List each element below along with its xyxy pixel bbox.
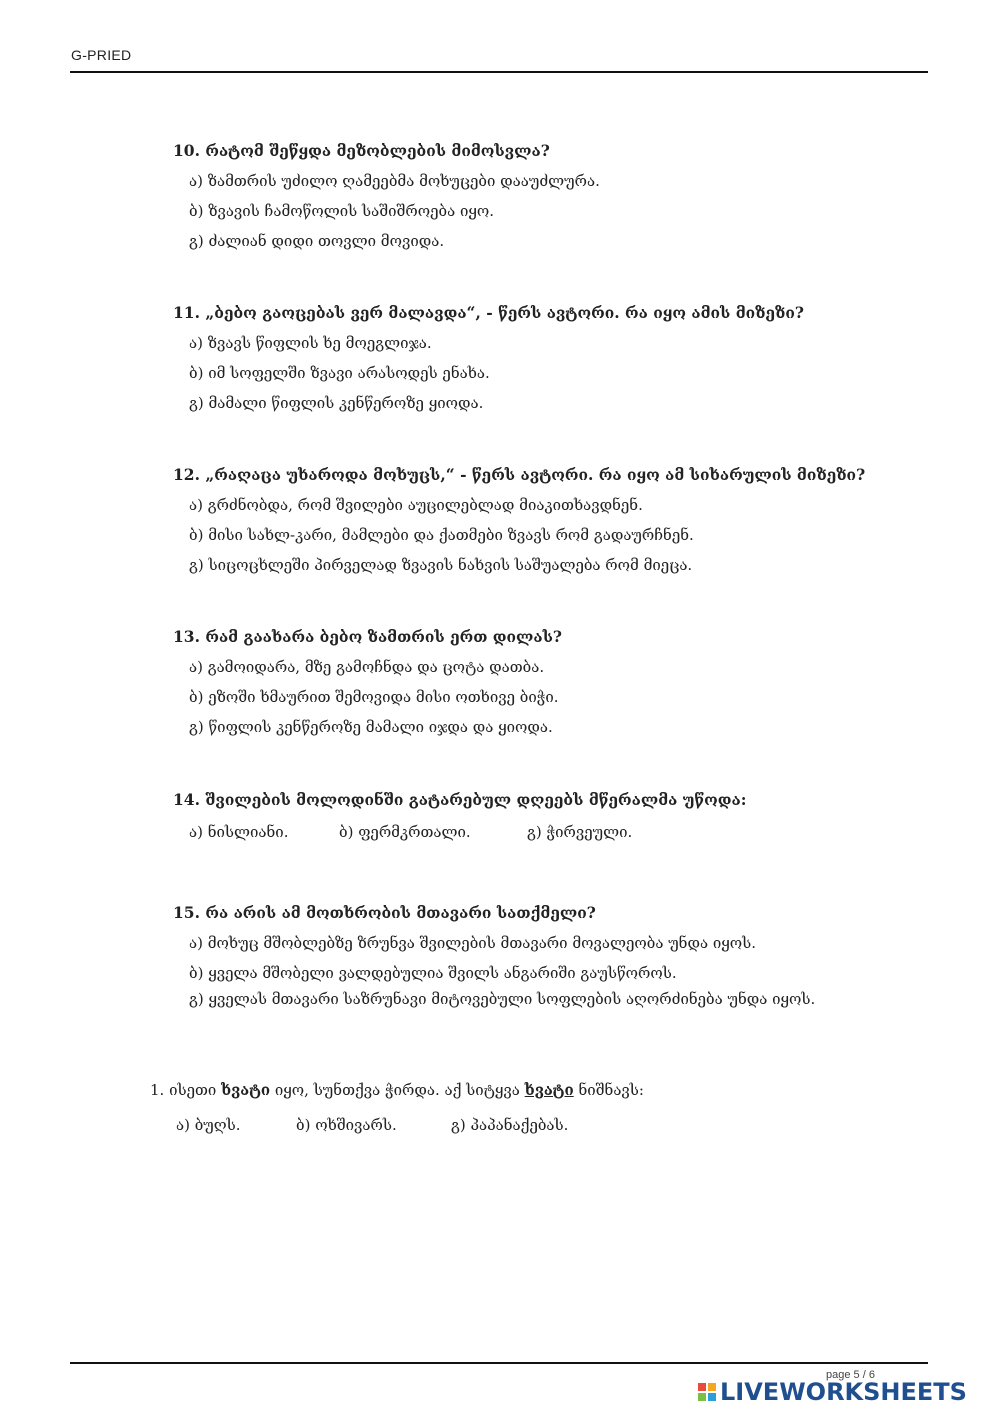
brand-square-icon — [708, 1393, 716, 1401]
vocab-middle: იყო, სუნთქვა ჭირდა. აქ სიტყვა — [270, 1081, 525, 1099]
brand-square-icon — [698, 1383, 706, 1391]
question-title: 13. რამ გაახარა ბებო ზამთრის ერთ დილას? — [173, 627, 562, 646]
option-c[interactable]: გ) ძალიან დიდი თოვლი მოვიდა. — [189, 232, 445, 250]
option-a[interactable]: ა) ზამთრის უძილო ღამეებმა მოხუცები დააუძლურა. — [189, 172, 600, 190]
option-b[interactable]: ბ) ოხშივარს. — [296, 1116, 397, 1134]
option-c[interactable]: გ) სიცოცხლეში პირველად ზვავის ნახვის საშუალება რომ მიეცა. — [189, 556, 693, 574]
question-12 — [173, 465, 873, 575]
question-title: 12. „რაღაცა უხაროდა მოხუცს,“ - წერს ავტორი. რა იყო ამ სიხარულის მიზეზი? — [173, 465, 866, 484]
option-b[interactable]: ბ) იმ სოფელში ზვავი არასოდეს ენახა. — [189, 364, 490, 382]
inline-options — [189, 823, 873, 841]
option-c[interactable]: გ) ჭირვეული. — [527, 823, 633, 841]
vocab-options — [176, 1116, 870, 1134]
liveworksheets-logo[interactable] — [698, 1378, 967, 1406]
option-a[interactable]: ა) გრძნობდა, რომ შვილები აუცილებლად მიაკითხავდნენ. — [189, 496, 643, 514]
option-a[interactable]: ა) ბუღს. — [176, 1116, 241, 1134]
vocab-sentence — [150, 1081, 870, 1099]
vocab-question — [150, 1081, 870, 1134]
brand-name: LIVEWORKSHEETS — [720, 1378, 967, 1406]
question-14 — [173, 790, 873, 841]
question-15 — [173, 903, 873, 1013]
option-b[interactable]: ბ) ფერმკრთალი. — [339, 823, 471, 841]
question-10 — [173, 141, 873, 251]
footer-rule — [70, 1362, 928, 1364]
question-title: 10. რატომ შეწყდა მეზობლების მიმოსვლა? — [173, 141, 550, 160]
option-b[interactable]: ბ) ყველა მშობელი ვალდებულია შვილს ანგარიში გაუსწოროს. — [189, 964, 677, 982]
option-a[interactable]: ა) მოხუც მშობლებზე ზრუნვა შვილების მთავარი მოვალეობა უნდა იყოს. — [189, 934, 756, 952]
brand-square-icon — [708, 1383, 716, 1391]
option-a[interactable]: ა) ზვავს წიფლის ხე მოეგლიჯა. — [189, 334, 432, 352]
question-title: 15. რა არის ამ მოთხრობის მთავარი სათქმელი? — [173, 903, 596, 922]
option-c[interactable]: გ) წიფლის კენწეროზე მამალი იჯდა და ყიოდა. — [189, 718, 553, 736]
header-rule — [70, 71, 928, 73]
question-title: 14. შვილების მოლოდინში გატარებულ დღეებს მწერალმა უწოდა: — [173, 790, 747, 809]
vocab-word: ხვატი — [221, 1081, 271, 1099]
page-number: page 5 / 6 — [826, 1369, 875, 1381]
vocab-prefix: 1. ისეთი — [150, 1081, 222, 1099]
option-c[interactable]: გ) პაპანაქებას. — [451, 1116, 569, 1134]
brand-square-icon — [698, 1393, 706, 1401]
question-13 — [173, 627, 873, 737]
document-header: G-PRIED — [71, 47, 132, 63]
option-a[interactable]: ა) ნისლიანი. — [189, 823, 289, 841]
brand-squares-icon — [698, 1383, 716, 1401]
question-title: 11. „ბებო გაოცებას ვერ მალავდა“, - წერს ავტორი. რა იყო ამის მიზეზი? — [173, 303, 804, 322]
vocab-suffix: ნიშნავს: — [573, 1081, 644, 1099]
option-c[interactable]: გ) ყველას მთავარი საზრუნავი მიტოვებული სოფლების აღორძინება უნდა იყოს. — [189, 990, 816, 1008]
option-b[interactable]: ბ) მისი სახლ-კარი, მამლები და ქათმები ზვავს რომ გადაურჩნენ. — [189, 526, 694, 544]
option-a[interactable]: ა) გამოიდარა, მზე გამოჩნდა და ცოტა დათბა. — [189, 658, 545, 676]
vocab-word-underlined: ხვატი — [524, 1081, 574, 1099]
question-11 — [173, 303, 873, 413]
option-b[interactable]: ბ) ეზოში ხმაურით შემოვიდა მისი ოთხივე ბიჭი. — [189, 688, 559, 706]
option-b[interactable]: ბ) ზვავის ჩამოწოლის საშიშროება იყო. — [189, 202, 495, 220]
option-c[interactable]: გ) მამალი წიფლის კენწეროზე ყიოდა. — [189, 394, 484, 412]
